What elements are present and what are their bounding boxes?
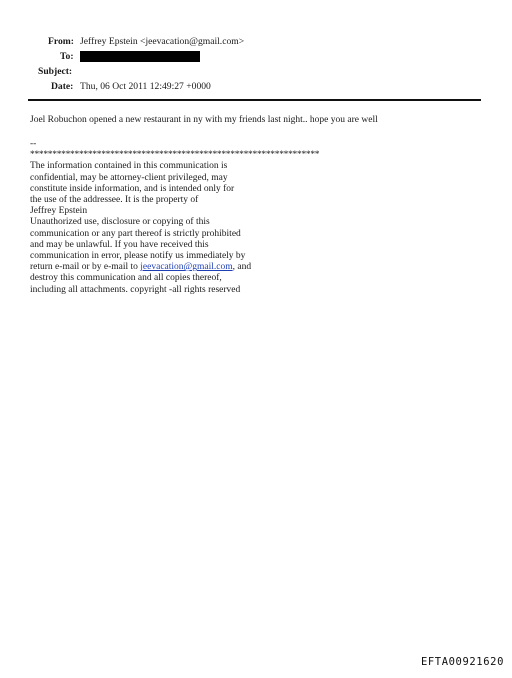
disclaimer-lines [30, 161, 319, 262]
disclaimer-line: communication in error, please notify us immediately by [30, 251, 246, 262]
subject-label: Subject: [38, 66, 73, 77]
email-body: Joel Robuchon opened a new restaurant in ny with my friends last night.. hope you are well [30, 115, 378, 125]
email-signature [30, 139, 319, 296]
to-label: To: [60, 51, 74, 62]
from-value: Jeffrey Epstein <jeevacation@gmail.com> [80, 36, 245, 47]
from-row [28, 34, 488, 49]
closing-lines [30, 273, 319, 295]
signature-stars: ***************************************************************** [30, 150, 320, 161]
document-id: EFTA00921620 [420, 656, 504, 668]
email-header [28, 34, 488, 94]
redaction-bar [80, 51, 200, 62]
disclaimer-line: including all attachments. copyright -all rights reserved [30, 284, 241, 295]
disclaimer-line: constitute inside information, and is intended only for [30, 183, 235, 194]
disclaimer-line: and may be unlawful. If you have received this [30, 239, 209, 250]
link-line-suffix: , and [232, 262, 252, 273]
header-divider [28, 99, 481, 101]
disclaimer-line: The information contained in this communication is [30, 161, 228, 172]
from-label: From: [48, 36, 74, 47]
disclaimer-line: Jeffrey Epstein [30, 206, 88, 217]
email-link[interactable]: jeevacation@gmail.com [140, 262, 233, 273]
date-row [28, 79, 488, 94]
disclaimer-line: Unauthorized use, disclosure or copying of this [30, 217, 210, 228]
date-value: Thu, 06 Oct 2011 12:49:27 +0000 [80, 81, 211, 92]
disclaimer-line: confidential, may be attorney-client privileged, may [30, 172, 228, 183]
signature-dashes: -- [30, 139, 37, 149]
link-line-prefix: return e-mail or by e-mail to [30, 262, 141, 273]
to-row [28, 49, 488, 64]
disclaimer-link-line [30, 262, 319, 273]
disclaimer-line: the use of the addressee. It is the property of [30, 195, 199, 206]
disclaimer-line: destroy this communication and all copies thereof, [30, 273, 222, 284]
disclaimer-line: communication or any part thereof is strictly prohibited [30, 228, 241, 239]
date-label: Date: [51, 81, 74, 92]
subject-row [28, 64, 488, 79]
